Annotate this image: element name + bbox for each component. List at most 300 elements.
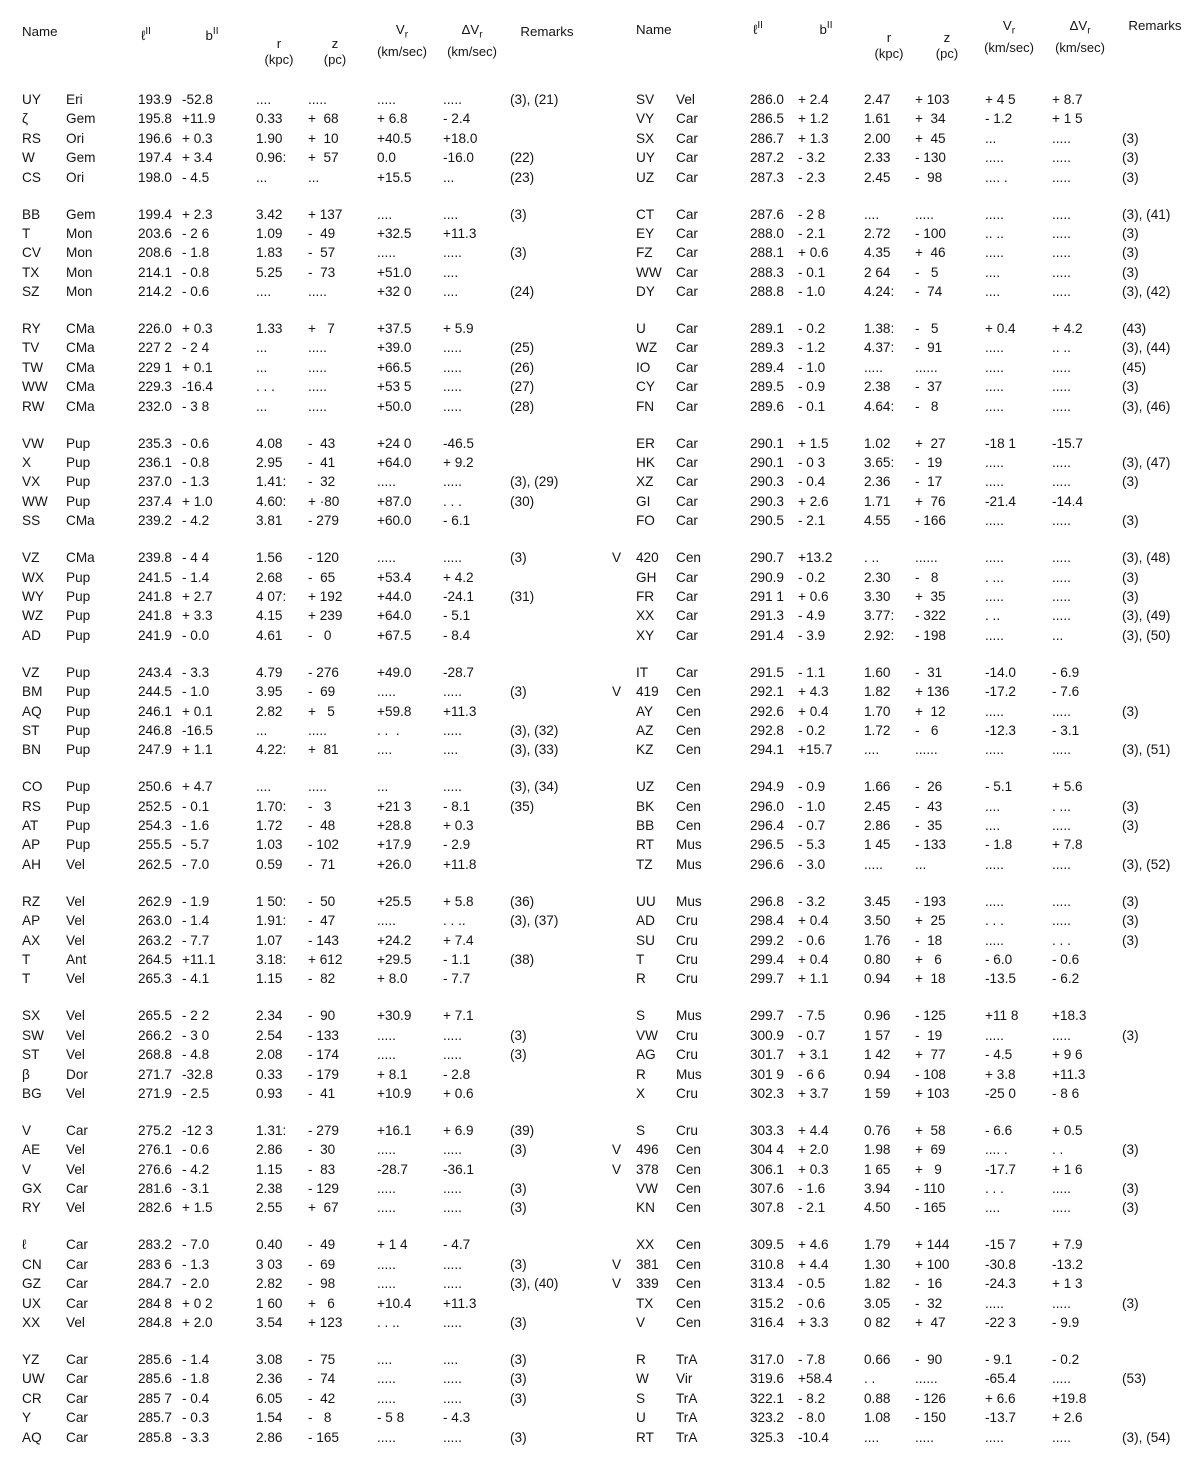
remarks: (22) [510,150,535,166]
galactic-latitude: - 1.8 [182,245,210,261]
distance-r: 2.86 [256,1142,283,1158]
galactic-longitude: 307.6 [749,1181,784,1197]
height-z: - 5 [915,321,939,337]
galactic-longitude: 286.7 [749,130,784,146]
height-z: - 32 [915,1295,943,1311]
constellation: Vel [66,1200,85,1216]
star-designation: VZ [22,550,40,566]
galactic-latitude: +11.1 [182,952,216,967]
distance-r: 1 50: [256,893,287,909]
b-header [806,18,846,38]
constellation: Cru [676,1047,698,1063]
star-designation: AX [22,932,41,948]
galactic-longitude: 282.6 [137,1200,172,1216]
star-designation: RT [636,1429,654,1445]
delta-radial-velocity: +11.3 [443,225,477,241]
star-designation: XX [636,608,655,624]
remarks: (3) [510,1390,527,1406]
constellation: Car [66,1410,88,1426]
constellation: Mon [66,245,93,261]
galactic-latitude: - 4.9 [798,608,826,624]
star-designation: GX [22,1181,42,1197]
star-designation: RY [22,1200,41,1216]
galactic-longitude: 265.5 [137,1008,172,1024]
radial-velocity: ..... [377,1256,396,1272]
radial-velocity: +67.5 [377,627,412,643]
radial-velocity: . .. [985,608,1001,624]
constellation: Mon [66,264,93,280]
delta-radial-velocity: ..... [1052,1295,1071,1311]
table-row [22,511,592,530]
table-row [22,1274,592,1293]
star-designation: RW [22,398,45,414]
height-z: + 68 [308,111,339,127]
galactic-latitude: - 4.8 [182,1047,210,1063]
galactic-longitude: 290.1 [749,435,784,451]
distance-r: 1.83 [256,245,283,261]
b-symbol: b [205,28,213,43]
delta-radial-velocity: ..... [1052,742,1071,758]
constellation: Cen [676,1181,701,1197]
table-row [22,797,592,816]
delta-radial-velocity: ..... [1052,379,1071,395]
delta-radial-velocity: .... [443,206,459,222]
star-designation: UX [22,1295,41,1311]
galactic-longitude: 241.9 [137,627,172,643]
row-group [612,434,1197,531]
galactic-longitude: 268.8 [137,1047,172,1063]
galactic-latitude: - 0.5 [798,1276,826,1292]
distance-r: 2.95 [256,455,283,471]
constellation: Cen [676,1315,701,1331]
constellation: Cen [676,684,701,700]
constellation: Vel [66,1315,85,1331]
delta-radial-velocity: + 5.6 [1052,779,1083,795]
star-prefix: V [612,684,622,700]
galactic-latitude: + 3.7 [798,1085,829,1101]
distance-r: 2.68 [256,569,283,585]
height-z: - 179 [308,1066,339,1082]
galactic-latitude: - 2.3 [798,169,826,185]
distance-r: 4.79 [256,664,283,680]
constellation: Cen [676,1237,701,1253]
table-row [22,606,592,625]
distance-r: 0.76 [864,1122,891,1138]
galactic-latitude: + 4.7 [182,779,213,795]
height-z: + 35 [915,588,946,604]
delta-radial-velocity: - 4.3 [443,1410,471,1426]
radial-velocity: ..... [377,913,396,929]
galactic-longitude: 252.5 [137,798,172,814]
distance-r: 1.07 [256,932,283,948]
galactic-latitude: - 0.6 [182,1142,210,1158]
galactic-latitude: - 0.6 [798,932,826,948]
radial-velocity: ..... [985,340,1004,356]
row-group [612,1121,1197,1218]
remarks: (3) [1122,893,1139,909]
constellation: CMa [66,550,95,566]
galactic-latitude: + 1.1 [798,971,829,987]
galactic-longitude: 319.6 [749,1371,784,1387]
galactic-latitude: + 3.3 [182,608,213,624]
galactic-latitude: + 2.0 [182,1315,213,1331]
delta-radial-velocity: ..... [443,1256,462,1272]
table-row [22,931,592,950]
galactic-latitude: - 7.5 [798,1008,826,1024]
distance-r: 1.54 [256,1410,283,1426]
galactic-latitude: - 2 4 [182,340,210,356]
distance-r: 4.22: [256,742,287,758]
star-designation: RS [22,130,41,146]
table-row [22,1140,592,1159]
table-row [612,1026,1197,1045]
galactic-longitude: 322.1 [749,1390,784,1406]
radial-velocity: +32.5 [377,225,412,241]
constellation: TrA [676,1429,698,1445]
vr-symbol: V [395,22,405,37]
distance-r: 1 45 [864,837,891,853]
constellation: TrA [676,1410,698,1426]
galactic-latitude: + 4.6 [798,1237,829,1253]
star-designation: XX [22,1315,41,1331]
height-z: - 83 [308,1161,336,1177]
constellation: Cen [676,798,701,814]
vr-unit: (km/sec) [984,39,1034,55]
radial-velocity: + 6.8 [377,111,408,127]
height-z: - 8 [915,569,939,585]
r-symbol: r [886,30,892,45]
distance-r: 1.90 [256,130,283,146]
remarks: (3) [510,1200,527,1216]
galactic-longitude: 288.8 [749,284,784,300]
l-symbol: ℓ [753,22,758,37]
remarks: (3) [510,1047,527,1063]
delta-radial-velocity: ..... [443,474,462,490]
table-row [22,587,592,606]
table-row [22,263,592,282]
distance-r: 1.72 [256,818,283,834]
distance-r: ... [256,340,268,356]
radial-velocity: ... [985,130,997,146]
galactic-latitude: - 1.0 [798,798,826,814]
table-row [612,568,1197,587]
table-row [22,740,592,759]
galactic-longitude: 296.6 [749,856,784,872]
star-designation: WZ [636,340,658,356]
galactic-latitude: - 0.8 [182,264,210,280]
table-row [612,377,1197,396]
distance-r: 3.05 [864,1295,891,1311]
constellation: Car [676,627,698,643]
radial-velocity: ..... [377,684,396,700]
delta-radial-velocity: +11.8 [443,856,477,872]
row-group [22,90,592,187]
galactic-longitude: 243.4 [137,664,172,680]
table-row [22,1026,592,1045]
delta-radial-velocity: ..... [1052,1027,1071,1043]
table-row [612,626,1197,645]
height-z: - 126 [915,1390,946,1406]
radial-velocity: - 6.0 [985,952,1013,967]
distance-r: 0.88 [864,1390,891,1406]
constellation: Vel [66,1008,85,1024]
radial-velocity: ..... [985,742,1004,758]
height-z: + 6 [915,952,942,967]
height-z: - 165 [915,1200,946,1216]
distance-r: 0.94 [864,971,891,987]
star-designation: AG [636,1047,656,1063]
constellation: Car [676,245,698,261]
distance-r: 2.92: [864,627,895,643]
distance-r: ... [256,398,268,414]
star-designation: WZ [22,608,44,624]
star-designation: CY [636,379,655,395]
table-row [22,816,592,835]
radial-velocity: -14.0 [985,664,1016,680]
height-z: - 98 [915,169,943,185]
radial-velocity: - 9.1 [985,1352,1013,1368]
constellation: CMa [66,359,95,375]
height-z: - 74 [915,284,943,300]
table-row [22,1255,592,1274]
distance-r: 1.31: [256,1122,287,1138]
radial-velocity: +28.8 [377,818,412,834]
remarks: (3) [1122,703,1139,719]
dvr-symbol: ΔV [1069,18,1088,33]
table-row [22,568,592,587]
radial-velocity: -17.2 [985,684,1016,700]
remarks: (3), (52) [1122,856,1171,872]
distance-r: 4.08 [256,435,283,451]
distance-r: ..... [864,359,883,375]
star-designation: U [636,1410,646,1426]
dvr-unit: (km/sec) [447,43,497,59]
radial-velocity: +53.4 [377,569,412,585]
constellation: Cru [676,952,698,967]
constellation: Pup [66,474,91,490]
star-designation: SW [22,1027,44,1043]
radial-velocity: +32 0 [377,284,412,300]
delta-radial-velocity: +11.3 [1052,1066,1086,1082]
galactic-longitude: 292.1 [749,684,784,700]
delta-radial-velocity: +11.3 [443,1295,477,1311]
table-row [612,548,1197,567]
radial-velocity: - 6.6 [985,1122,1013,1138]
height-z: - 166 [915,513,946,529]
table-row [22,1160,592,1179]
table-row [22,1294,592,1313]
constellation: Pup [66,837,91,853]
remarks: (23) [510,169,535,185]
constellation: TrA [676,1352,698,1368]
delta-radial-velocity: ..... [443,92,462,107]
galactic-longitude: 300.9 [749,1027,784,1043]
height-z: + 25 [915,913,946,929]
constellation: Pup [66,664,91,680]
galactic-longitude: 214.1 [137,264,172,280]
galactic-latitude: - 1.0 [182,684,210,700]
radial-velocity: +59.8 [377,703,412,719]
height-z: - 42 [308,1390,336,1406]
galactic-latitude: - 3.9 [798,627,826,643]
star-designation: TX [22,264,40,280]
delta-radial-velocity: - 2.8 [443,1066,471,1082]
distance-r: 4.37: [864,340,895,356]
row-group [612,90,1197,187]
height-z: ..... [308,340,327,356]
radial-velocity: -12.3 [985,722,1016,738]
radial-velocity: +24 0 [377,435,412,451]
delta-radial-velocity: ..... [1052,856,1071,872]
galactic-longitude: 296.8 [749,893,784,909]
height-z: - 6 [915,722,939,738]
distance-r: 1 42 [864,1047,891,1063]
radial-velocity: ..... [985,550,1004,566]
distance-r: 1.60 [864,664,891,680]
star-designation: RT [636,837,654,853]
delta-radial-velocity: ..... [443,722,462,738]
star-designation: V [22,1122,32,1138]
height-z: - 49 [308,225,336,241]
row-group [22,319,592,416]
galactic-longitude: 250.6 [137,779,172,795]
star-designation: SX [22,1008,41,1024]
star-designation: TW [22,359,44,375]
radial-velocity: +24.2 [377,932,412,948]
star-designation: RY [22,321,41,337]
row-group [22,1006,592,1103]
radial-velocity: -22 3 [985,1315,1016,1331]
delta-radial-velocity: ..... [443,1276,462,1292]
vr-header [367,22,437,60]
star-designation: XZ [636,474,654,490]
delta-radial-velocity: -14.4 [1052,493,1083,509]
remarks: (38) [510,952,535,967]
radial-velocity: ..... [377,474,396,490]
constellation: Ant [66,952,87,967]
star-designation: S [636,1390,646,1406]
table-row [22,702,592,721]
galactic-latitude: - 2.1 [798,513,826,529]
constellation: Vel [66,856,85,872]
galactic-longitude: 307.8 [749,1200,784,1216]
constellation: Car [676,359,698,375]
star-designation: FR [636,588,655,604]
radial-velocity: -13.5 [985,971,1016,987]
galactic-longitude: 255.5 [137,837,172,853]
radial-velocity: ..... [377,1200,396,1216]
height-z: + 103 [915,92,950,107]
galactic-latitude: - 0.1 [798,264,826,280]
star-designation: WW [22,379,48,395]
radial-velocity: -15 7 [985,1237,1016,1253]
galactic-longitude: 296.5 [749,837,784,853]
table-row [612,129,1197,148]
row-group [612,1350,1197,1447]
star-prefix: V [612,1142,622,1158]
galactic-longitude: 241.8 [137,608,172,624]
galactic-latitude: - 4.5 [182,169,210,185]
height-z: - 69 [308,684,336,700]
radial-velocity: +15.5 [377,169,412,185]
constellation: Mus [676,1066,702,1082]
star-designation: IO [636,359,651,375]
height-z: + 6 [308,1295,335,1311]
row-group [612,777,1197,874]
delta-radial-velocity: ..... [443,359,462,375]
galactic-longitude: 244.5 [137,684,172,700]
table-row [612,816,1197,835]
delta-radial-velocity: ..... [443,684,462,700]
table-row [612,1313,1197,1332]
z-symbol: z [943,30,951,45]
delta-radial-velocity: -13.2 [1052,1256,1083,1272]
remarks: (3) [1122,150,1139,166]
star-designation: KN [636,1200,655,1216]
height-z: + 34 [915,111,946,127]
galactic-latitude: - 1.8 [182,1371,210,1387]
star-designation: CS [22,169,41,185]
distance-r: 6.05 [256,1390,283,1406]
radial-velocity: +26.0 [377,856,412,872]
galactic-latitude: - 3.2 [798,893,826,909]
delta-radial-velocity: + 1 3 [1052,1276,1083,1292]
height-z: - 102 [308,837,339,853]
galactic-longitude: 203.6 [137,225,172,241]
constellation: Car [676,588,698,604]
table-row [612,1198,1197,1217]
galactic-longitude: 263.2 [137,932,172,948]
constellation: Pup [66,684,91,700]
height-z: + ·80 [308,493,340,509]
height-z: - 143 [308,932,339,948]
height-z: - 74 [308,1371,336,1387]
star-designation: UY [636,150,655,166]
delta-radial-velocity: ..... [1052,513,1071,529]
table-row [22,626,592,645]
table-row [612,1179,1197,1198]
delta-radial-velocity: .. .. [1052,340,1071,356]
star-designation: ST [22,722,40,738]
star-designation: UU [636,893,656,909]
galactic-latitude: - 2 2 [182,1008,210,1024]
row-group [22,548,592,645]
galactic-latitude: - 4.2 [182,513,210,529]
distance-r: 1.15 [256,1161,283,1177]
star-designation: HK [636,455,655,471]
galactic-latitude: - 2.5 [182,1085,210,1101]
radial-velocity: +37.5 [377,321,412,337]
radial-velocity: ..... [985,359,1004,375]
galactic-longitude: 246.8 [137,722,172,738]
galactic-latitude: + 1.2 [798,111,829,127]
remarks: (3), (54) [1122,1429,1171,1445]
right-table-body [612,90,1197,1447]
height-z: - 65 [308,569,336,585]
z-header [310,36,360,68]
galactic-longitude: 323.2 [749,1410,784,1426]
table-row [612,109,1197,128]
distance-r: . .. [864,550,880,566]
height-z: - 73 [308,264,336,280]
constellation: Car [676,130,698,146]
table-row [22,1389,592,1408]
constellation: Car [66,1429,88,1445]
height-z: - 26 [915,779,943,795]
remarks: (39) [510,1122,535,1138]
vr-unit: (km/sec) [377,43,427,59]
constellation: CMa [66,321,95,337]
